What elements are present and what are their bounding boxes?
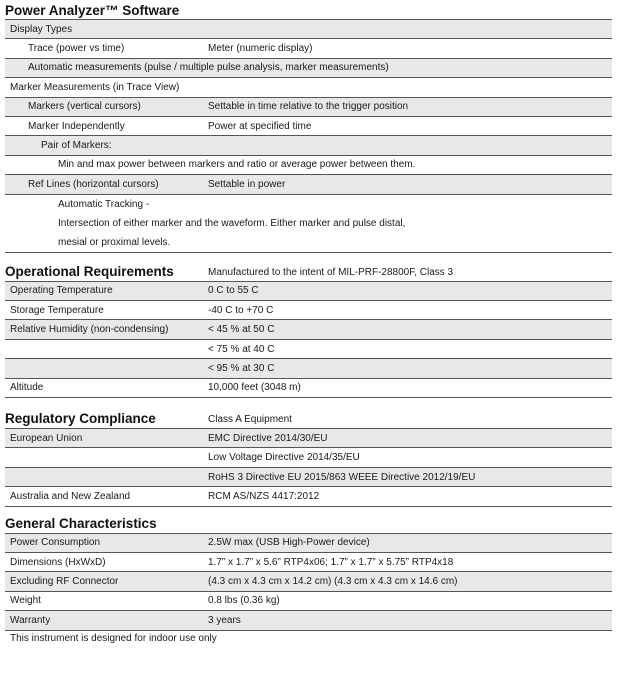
markers-value: Settable in time relative to the trigger position bbox=[208, 101, 409, 113]
regulatory-row-value: RCM AS/NZS 4417:2012 bbox=[208, 490, 320, 502]
power-analyzer-title: Power Analyzer™ Software bbox=[5, 3, 180, 18]
regulatory-header-value: Class A Equipment bbox=[208, 414, 292, 426]
trace-label: Trace (power vs time) bbox=[28, 43, 125, 55]
marker-independently-label: Marker Independently bbox=[28, 120, 125, 132]
marker-measurements-row bbox=[5, 78, 612, 97]
general-row-value: 1.7” x 1.7” x 5.6” RTP4x06; 1.7” x 1.7” x 5.75” RTP4x18 bbox=[208, 556, 454, 568]
intersection-row-2 bbox=[5, 233, 612, 252]
ref-lines-row bbox=[5, 175, 612, 194]
trace-row bbox=[5, 39, 612, 58]
marker-independently-row bbox=[5, 117, 612, 136]
ref-lines-value: Settable in power bbox=[208, 178, 286, 190]
display-types-label: Display Types bbox=[10, 23, 73, 35]
regulatory-row bbox=[5, 448, 612, 467]
operational-row bbox=[5, 379, 612, 398]
general-header bbox=[5, 514, 612, 534]
operational-row-value: < 95 % at 30 C bbox=[208, 362, 275, 374]
operational-row bbox=[5, 282, 612, 301]
operational-row bbox=[5, 359, 612, 378]
auto-measurements-label: Automatic measurements (pulse / multiple pulse analysis, marker measurements) bbox=[28, 62, 389, 74]
ref-lines-label: Ref Lines (horizontal cursors) bbox=[28, 178, 159, 190]
regulatory-row-value: RoHS 3 Directive EU 2015/863 WEEE Directive 2012/19/EU bbox=[208, 471, 476, 483]
general-row bbox=[5, 592, 612, 611]
regulatory-header bbox=[5, 409, 612, 429]
power-analyzer-header bbox=[5, 0, 612, 19]
operational-row bbox=[5, 340, 612, 359]
intersection-text-2: mesial or proximal levels. bbox=[58, 236, 171, 248]
general-row-label: Excluding RF Connector bbox=[10, 576, 119, 588]
markers-row bbox=[5, 98, 612, 117]
operational-row bbox=[5, 320, 612, 339]
general-row-value: 0.8 lbs (0.36 kg) bbox=[208, 595, 280, 607]
operational-row-label: Operating Temperature bbox=[10, 285, 113, 297]
operational-header bbox=[5, 262, 612, 282]
operational-row-value: < 45 % at 50 C bbox=[208, 324, 275, 336]
pair-of-markers-row bbox=[5, 136, 612, 155]
auto-tracking-label: Automatic Tracking - bbox=[58, 198, 150, 210]
regulatory-row-value: EMC Directive 2014/30/EU bbox=[208, 432, 328, 444]
marker-measurements-label: Marker Measurements (in Trace View) bbox=[10, 81, 180, 93]
operational-row-value: 0 C to 55 C bbox=[208, 285, 259, 297]
operational-row bbox=[5, 301, 612, 320]
regulatory-row bbox=[5, 487, 612, 506]
regulatory-row-value: Low Voltage Directive 2014/35/EU bbox=[208, 452, 360, 464]
operational-row-label: Storage Temperature bbox=[10, 304, 104, 316]
regulatory-row bbox=[5, 468, 612, 487]
trace-value: Meter (numeric display) bbox=[208, 43, 313, 55]
pair-of-markers-value: Min and max power between markers and ratio or average power between them. bbox=[58, 159, 416, 171]
general-row-value: 2.5W max (USB High-Power device) bbox=[208, 537, 370, 549]
general-row-value: 3 years bbox=[208, 614, 241, 626]
general-row-label: Power Consumption bbox=[10, 537, 101, 549]
general-row bbox=[5, 611, 612, 630]
operational-row-value: < 75 % at 40 C bbox=[208, 343, 275, 355]
markers-label: Markers (vertical cursors) bbox=[28, 101, 141, 113]
auto-measurements-row bbox=[5, 59, 612, 78]
pair-of-markers-detail-row bbox=[5, 156, 612, 175]
operational-title: Operational Requirements bbox=[5, 263, 174, 279]
regulatory-title: Regulatory Compliance bbox=[5, 411, 156, 427]
general-row-label: Warranty bbox=[10, 614, 51, 626]
general-row-label: Dimensions (HxWxD) bbox=[10, 556, 106, 568]
intersection-row-1 bbox=[5, 214, 612, 233]
operational-row-label: Relative Humidity (non-condensing) bbox=[10, 324, 169, 336]
general-row bbox=[5, 572, 612, 591]
regulatory-row bbox=[5, 429, 612, 448]
operational-row-value: -40 C to +70 C bbox=[208, 304, 274, 316]
general-row-label: Weight bbox=[10, 595, 41, 607]
general-row-value: (4.3 cm x 4.3 cm x 14.2 cm) (4.3 cm x 4.3 cm x 14.6 cm) bbox=[208, 576, 458, 588]
general-title: General Characteristics bbox=[5, 515, 157, 531]
operational-row-value: 10,000 feet (3048 m) bbox=[208, 382, 301, 394]
marker-independently-value: Power at specified time bbox=[208, 120, 312, 132]
regulatory-row-label: Australia and New Zealand bbox=[10, 490, 131, 502]
display-types-row bbox=[5, 20, 612, 39]
operational-row-label: Altitude bbox=[10, 382, 44, 394]
spec-sheet bbox=[5, 0, 612, 647]
pair-of-markers-label: Pair of Markers: bbox=[41, 140, 112, 152]
regulatory-row-label: European Union bbox=[10, 432, 83, 444]
general-row bbox=[5, 553, 612, 572]
operational-header-value: Manufactured to the intent of MIL-PRF-28800F, Class 3 bbox=[208, 266, 454, 278]
auto-tracking-row bbox=[5, 195, 612, 214]
intersection-text-1: Intersection of either marker and the waveform. Either marker and pulse distal, bbox=[58, 218, 406, 230]
general-row bbox=[5, 534, 612, 553]
indoor-use-note: This instrument is designed for indoor use only bbox=[10, 633, 217, 645]
